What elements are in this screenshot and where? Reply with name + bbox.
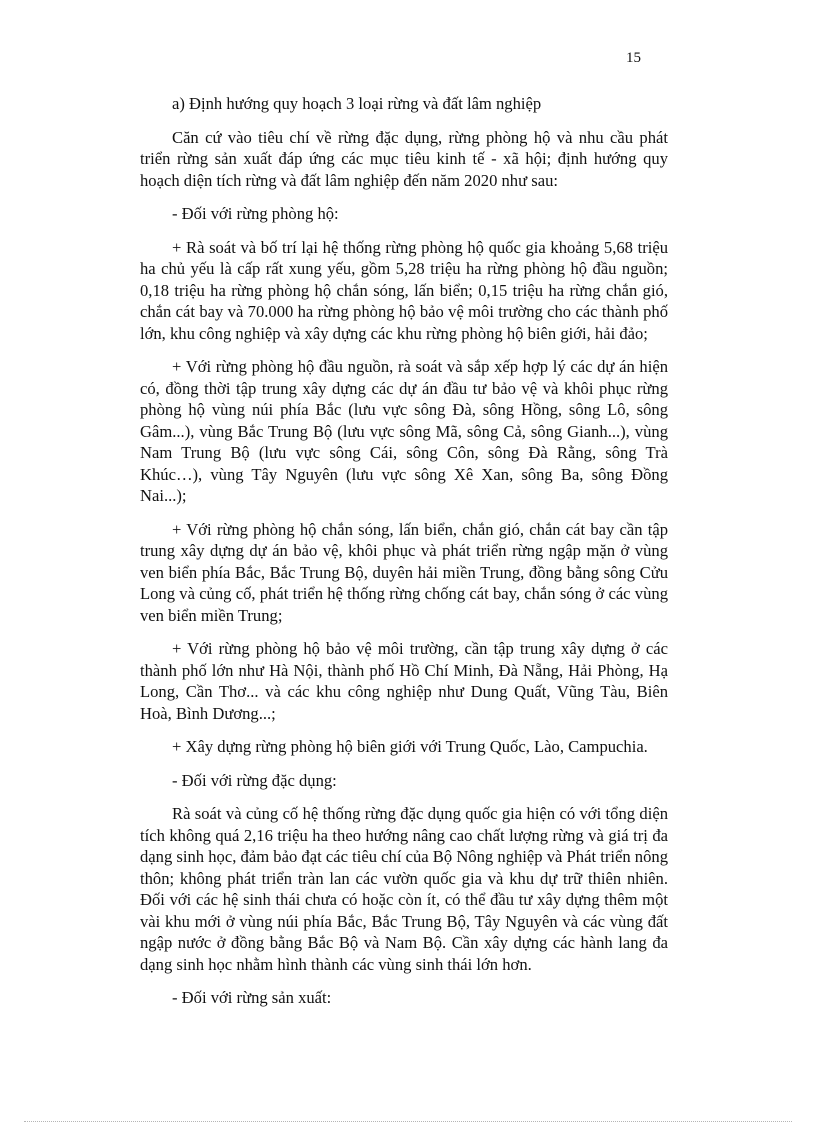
intro-paragraph: Căn cứ vào tiêu chí về rừng đặc dụng, rừng phòng hộ và nhu cầu phát triển rừng sản xuất đáp ứng các mục tiêu kinh tế - xã hội; định hướng quy hoạch diện tích rừng và đất lâm nghiệp đến năm 2020 như sau: [140, 127, 668, 190]
protection-forest-heading: - Đối với rừng phòng hộ: [172, 204, 339, 223]
protection-forest-item-3: + Với rừng phòng hộ chắn sóng, lấn biển, chắn gió, chắn cát bay cần tập trung xây dựng dự án bảo vệ, khôi phục và phát triển rừng ngập mặn ở vùng ven biển phía Bắc, Bắc Trung Bộ, duyên hải miền Trung, đồng bằng sông Cửu Long và củng cố, phát triển hệ thống rừng chống cát bay, chắn sóng ở các vùng ven biển miền Trung; [140, 519, 668, 625]
protection-forest-item-5: + Xây dựng rừng phòng hộ biên giới với Trung Quốc, Lào, Campuchia. [172, 737, 648, 756]
protection-forest-item-1: + Rà soát và bố trí lại hệ thống rừng phòng hộ quốc gia khoảng 5,68 triệu ha chủ yếu là cấp rất xung yếu, gồm 5,28 triệu ha rừng phòng hộ đầu nguồn; 0,18 triệu ha rừng phòng hộ chắn sóng, lấn biển; 0,15 triệu ha rừng chắn gió, chắn cát bay và 70.000 ha rừng phòng hộ bảo vệ môi trường cho các thành phố lớn, khu công nghiệp và xây dựng các khu rừng phòng hộ biên giới, hải đảo; [140, 237, 668, 343]
special-use-forest-heading: - Đối với rừng đặc dụng: [172, 770, 337, 790]
protection-forest-item-4: + Với rừng phòng hộ bảo vệ môi trường, cần tập trung xây dựng ở các thành phố lớn như Hà Nội, thành phố Hồ Chí Minh, Đà Nẵng, Hải Phòng, Hạ Long, Cần Thơ... và các khu công nghiệp như Dung Quất, Vũng Tàu, Biên Hoà, Bình Dương...; [140, 639, 668, 723]
document-body [140, 93, 668, 1021]
section-heading: a) Định hướng quy hoạch 3 loại rừng và đất lâm nghiệp [172, 94, 542, 113]
protection-forest-item-2: + Với rừng phòng hộ đầu nguồn, rà soát và sắp xếp hợp lý các dự án hiện có, đồng thời tập trung xây dựng các dự án đầu tư bảo vệ và khôi phục rừng phòng hộ vùng núi phía Bắc (lưu vực sông Đà, sông Hồng, sông Lô, sông Gâm...), vùng Bắc Trung Bộ (lưu vực sông Mã, sông Cả, sông Gianh...), vùng Nam Trung Bộ (lưu vực sông Cái, sông Côn, sông Đà Rằng, sông Trà Khúc…), vùng Tây Nguyên (lưu vực sông Xê Xan, sông Ba, sông Đồng Nai...); [140, 357, 668, 505]
page-number: 15 [626, 50, 641, 66]
production-forest-heading: - Đối với rừng sản xuất: [172, 988, 332, 1007]
bottom-dotted-rule [24, 1121, 792, 1122]
special-use-forest-paragraph: Rà soát và củng cố hệ thống rừng đặc dụng quốc gia hiện có với tổng diện tích không quá 2,16 triệu ha theo hướng nâng cao chất lượng rừng và giá trị đa dạng sinh học, đảm bảo đạt các tiêu chí của Bộ Nông nghiệp và Phát triển nông thôn; không phát triển tràn lan các vườn quốc gia và khu dự trữ thiên nhiên. Đối với các hệ sinh thái chưa có hoặc còn ít, có thể đầu tư xây dựng thêm một vài khu mới ở vùng núi phía Bắc, Bắc Trung Bộ, Tây Nguyên và các vùng đất ngập nước ở đồng bằng Bắc Bộ và Nam Bộ. Cần xây dựng các hành lang đa dạng sinh học nhằm hình thành các vùng sinh thái lớn hơn. [140, 804, 668, 974]
